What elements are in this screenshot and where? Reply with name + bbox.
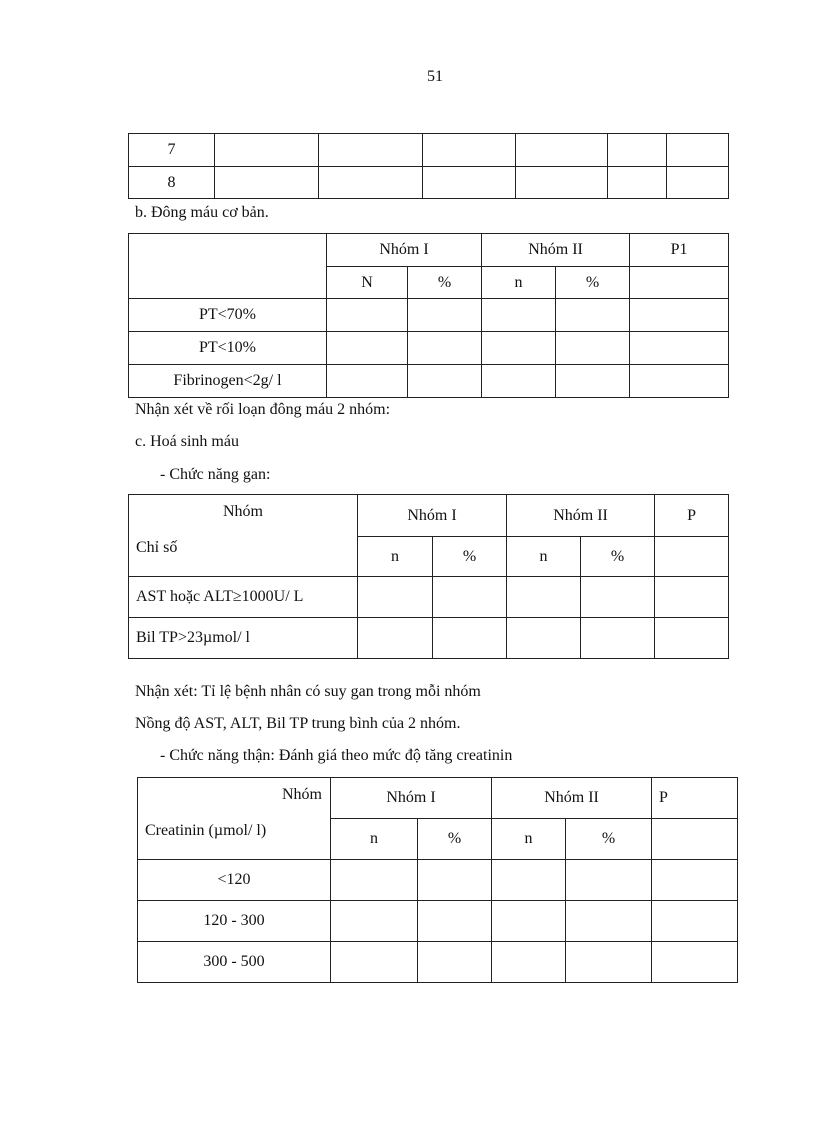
sub-header: % [418, 819, 492, 860]
section-b-heading: b. Đông máu cơ bản. [135, 204, 269, 221]
p-header: P [652, 778, 738, 819]
row-label: <120 [138, 860, 331, 901]
group1-header: Nhóm I [327, 234, 482, 267]
table-row [138, 860, 738, 901]
table-coagulation [128, 233, 729, 398]
row-label: Bil TP>23µmol/ l [129, 618, 358, 659]
sub-header: n [492, 819, 566, 860]
remark-liver-2: Nồng độ AST, ALT, Bil TP trung bình của 2 nhóm. [135, 715, 461, 732]
group1-header: Nhóm I [358, 495, 507, 537]
table-corner [129, 495, 358, 577]
table-corner [129, 234, 327, 299]
table-row [129, 618, 729, 659]
table-corner [138, 778, 331, 860]
group1-header: Nhóm I [331, 778, 492, 819]
sub-header: n [507, 537, 581, 577]
sub-header: % [408, 267, 482, 299]
table-row [138, 901, 738, 942]
table-liver [128, 494, 729, 659]
row-number: 8 [129, 167, 215, 199]
table-top [128, 133, 729, 199]
row-label: AST hoặc ALT≥1000U/ L [129, 577, 358, 618]
row-label: 300 - 500 [138, 942, 331, 983]
table-row [129, 299, 729, 332]
row-label: PT<10% [129, 332, 327, 365]
page-number: 51 [427, 68, 443, 85]
table-row [129, 332, 729, 365]
remark-liver-1: Nhận xét: Tỉ lệ bệnh nhân có suy gan trong mỗi nhóm [135, 683, 481, 700]
table-row [129, 577, 729, 618]
p-header: P [655, 495, 729, 537]
remark-coagulation: Nhận xét về rối loạn đông máu 2 nhóm: [135, 401, 391, 418]
sub-header: n [331, 819, 418, 860]
row-label: Fibrinogen<2g/ l [129, 365, 327, 398]
index-label: Chỉ số [136, 539, 178, 556]
bullet-liver-function: - Chức năng gan: [160, 466, 271, 483]
sub-header: N [327, 267, 408, 299]
table-row [129, 134, 729, 167]
index-label: Creatinin (µmol/ l) [145, 822, 267, 839]
table-kidney [137, 777, 738, 983]
section-c-heading: c. Hoá sinh máu [135, 433, 239, 450]
sub-header: n [358, 537, 433, 577]
group2-header: Nhóm II [507, 495, 655, 537]
sub-header: % [566, 819, 652, 860]
group2-header: Nhóm II [482, 234, 630, 267]
row-label: PT<70% [129, 299, 327, 332]
p-header: P1 [630, 234, 729, 267]
sub-header: % [433, 537, 507, 577]
sub-header: n [482, 267, 556, 299]
bullet-kidney-function: - Chức năng thận: Đánh giá theo mức độ tăng creatinin [160, 747, 513, 764]
row-label: 120 - 300 [138, 901, 331, 942]
group2-header: Nhóm II [492, 778, 652, 819]
row-number: 7 [129, 134, 215, 167]
table-row [138, 942, 738, 983]
sub-header: % [556, 267, 630, 299]
group-label: Nhóm [223, 503, 263, 520]
table-row [129, 365, 729, 398]
group-label: Nhóm [282, 786, 322, 803]
sub-header: % [581, 537, 655, 577]
table-row [129, 167, 729, 199]
